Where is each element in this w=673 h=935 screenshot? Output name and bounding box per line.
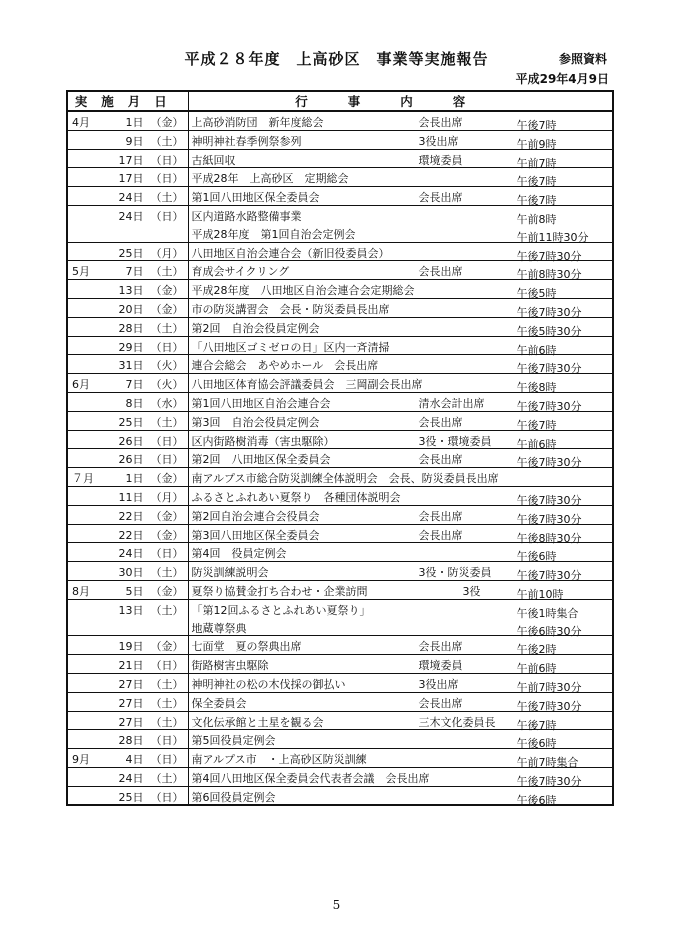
page-number: 5 [332, 898, 341, 912]
day: 21日 [118, 659, 144, 673]
weekday: （土） [150, 415, 184, 429]
event-name: 連合会総会 あやめホール 会長出席 [191, 359, 379, 373]
event-time: 午後7時30分 [516, 362, 582, 376]
weekday: （日） [150, 209, 184, 223]
event-name: 第1回八田地区自治会連合会 [191, 396, 331, 410]
page-title: 平成２８年度 上高砂区 事業等実施報告 [184, 50, 489, 68]
attendee-note: 3役出席 [418, 677, 459, 691]
weekday: （日） [150, 547, 184, 561]
date-cell [67, 449, 188, 468]
table-row [67, 468, 613, 487]
attendee-note: 環境委員 [418, 659, 463, 673]
day: 17日 [118, 172, 144, 186]
table-row [67, 168, 613, 187]
event-name: 第3回 自治会役員定例会 [191, 415, 320, 429]
weekday: （月） [150, 490, 184, 504]
event-cell [188, 749, 613, 768]
weekday: （日） [150, 172, 184, 186]
table-row [67, 111, 613, 130]
header-date: 実施月日 [67, 91, 188, 111]
date-cell [67, 749, 188, 768]
day: 1日 [125, 116, 144, 129]
date-cell [67, 111, 188, 130]
date-cell [67, 430, 188, 449]
day: 26日 [118, 453, 144, 467]
date-cell [67, 468, 188, 487]
weekday: （土） [150, 677, 184, 691]
event-name: 防災訓練説明会 [191, 566, 269, 580]
event-time: 午後7時30分 [516, 569, 582, 583]
event-cell [188, 111, 613, 130]
table-row [67, 449, 613, 468]
table-row [67, 505, 613, 524]
event-time: 午後8時 [516, 381, 557, 395]
date-cell [67, 618, 188, 636]
event-name: 神明神社の松の木伐採の御払い [191, 677, 346, 691]
date-cell [67, 767, 188, 786]
event-name: 保全委員会 [191, 696, 247, 710]
table-row [67, 786, 613, 805]
attendee-note: 清水会計出席 [418, 396, 485, 410]
day: 25日 [118, 246, 144, 260]
date-cell [67, 374, 188, 393]
event-name: 第5回役員定例会 [191, 734, 276, 748]
date-cell [67, 636, 188, 655]
table-row [67, 280, 613, 299]
table-row [67, 618, 613, 636]
day: 22日 [118, 528, 144, 542]
month: 4月 [72, 116, 90, 129]
day: 9日 [125, 134, 144, 148]
table-row [67, 130, 613, 149]
date-cell [67, 505, 188, 524]
table-row [67, 767, 613, 786]
day: 25日 [118, 790, 144, 804]
event-cell [188, 636, 613, 655]
date-cell [67, 673, 188, 692]
weekday: （金） [150, 284, 184, 298]
table-row [67, 317, 613, 336]
weekday: （火） [150, 359, 184, 373]
event-name: 第4回 役員定例会 [191, 547, 287, 561]
attendee-note: 会長出席 [418, 509, 463, 523]
event-time: 午後7時 [516, 418, 557, 432]
event-name: ふるさとふれあい夏祭り 各種団体説明会 [191, 490, 401, 504]
day: 20日 [118, 302, 144, 316]
event-time: 午前6時 [516, 662, 557, 676]
attendee-note: 会長出席 [418, 191, 463, 205]
day: 7日 [125, 265, 144, 279]
date-cell [67, 786, 188, 805]
date-cell [67, 298, 188, 317]
day: 7日 [125, 378, 144, 392]
event-time: 午後8時30分 [516, 531, 582, 545]
event-name: 区内道路水路整備事業 [191, 209, 302, 223]
day: 19日 [118, 640, 144, 654]
day: 17日 [118, 153, 144, 167]
weekday: （金） [150, 302, 184, 316]
table-row [67, 374, 613, 393]
event-time: 午後7時 [516, 119, 557, 132]
attendee-note: 3役出席 [418, 134, 459, 148]
weekday: （日） [150, 453, 184, 467]
table-row [67, 711, 613, 730]
weekday: （水） [150, 396, 184, 410]
weekday: （日） [150, 753, 184, 767]
event-name: 上高砂消防団 新年度総会 [191, 116, 324, 129]
event-time: 午前6時 [516, 437, 557, 451]
date-cell [67, 187, 188, 206]
table-row [67, 336, 613, 355]
table-header-row [67, 91, 613, 111]
weekday: （土） [150, 265, 184, 279]
date-cell [67, 599, 188, 617]
table-row [67, 411, 613, 430]
date-cell [67, 205, 188, 223]
table-row [67, 242, 613, 261]
event-name: 八田地区体育協会評議委員会 三岡副会長出席 [191, 378, 423, 392]
event-name: 第4回八田地区保全委員会代表者会議 会長出席 [191, 771, 430, 785]
date-cell [67, 692, 188, 711]
event-time: 午前10時 [516, 587, 564, 601]
weekday: （日） [150, 340, 184, 354]
date-cell [67, 355, 188, 374]
table-row [67, 486, 613, 505]
event-cell [188, 505, 613, 524]
event-cell [188, 692, 613, 711]
event-name: 古紙回収 [191, 153, 236, 167]
weekday: （日） [150, 153, 184, 167]
weekday: （土） [150, 134, 184, 148]
day: 11日 [118, 490, 144, 504]
event-cell [188, 336, 613, 355]
weekday: （日） [150, 734, 184, 748]
event-time: 午前7時30分 [516, 680, 582, 694]
table-row [67, 730, 613, 749]
weekday: （土） [150, 566, 184, 580]
table-row [67, 692, 613, 711]
weekday: （土） [150, 603, 184, 617]
table-row [67, 673, 613, 692]
day: 4日 [125, 753, 144, 767]
event-name: 地蔵尊祭典 [191, 621, 247, 635]
month: 9月 [72, 753, 90, 767]
event-cell [188, 242, 613, 261]
date-cell [67, 711, 188, 730]
event-time: 午後7時 [516, 175, 557, 189]
date-cell [67, 655, 188, 674]
table-row [67, 543, 613, 562]
weekday: （金） [150, 116, 184, 129]
table-row [67, 224, 613, 242]
event-time: 午前8時30分 [516, 268, 582, 282]
attendee-note: 会長出席 [418, 265, 463, 279]
event-time: 午後7時30分 [516, 249, 582, 263]
day: 24日 [118, 209, 144, 223]
table-row [67, 298, 613, 317]
day: 24日 [118, 191, 144, 205]
weekday: （日） [150, 659, 184, 673]
event-cell [188, 168, 613, 187]
table-row [67, 205, 613, 223]
date-cell [67, 730, 188, 749]
day: 30日 [118, 566, 144, 580]
event-time: 午後7時30分 [516, 512, 582, 526]
day: 31日 [118, 359, 144, 373]
event-name: 「第12回ふるさとふれあい夏祭り」 [191, 603, 371, 617]
event-cell [188, 562, 613, 581]
event-time: 午後1時集合 [516, 606, 579, 620]
date-cell [67, 336, 188, 355]
date-cell [67, 411, 188, 430]
date-cell [67, 224, 188, 242]
day: 25日 [118, 415, 144, 429]
event-name: 夏祭り協賛金打ち合わせ・企業訪問 [191, 584, 368, 598]
event-name: 八田地区自治会連合会（新旧役委員会） [191, 246, 390, 260]
event-name: 七面堂 夏の祭典出席 [191, 640, 302, 654]
event-time: 午後6時 [516, 550, 557, 564]
attendee-note: 会長出席 [418, 415, 463, 429]
event-name: 第2回 自治会役員定例会 [191, 321, 320, 335]
day: 24日 [118, 771, 144, 785]
reference-label: 参照資料 [558, 52, 607, 66]
date-cell [67, 562, 188, 581]
event-cell [188, 374, 613, 393]
weekday: （金） [150, 528, 184, 542]
month: 5月 [72, 265, 90, 279]
event-name: 平成28年度 第1回自治会定例会 [191, 227, 356, 241]
event-name: 第2回 八田地区保全委員会 [191, 453, 331, 467]
attendee-note: 会長出席 [418, 116, 463, 129]
weekday: （土） [150, 321, 184, 335]
event-name: 平成28年度 八田地区自治会連合会定期総会 [191, 284, 415, 298]
event-cell [188, 599, 613, 620]
event-cell [188, 224, 613, 242]
month: ７月 [72, 472, 94, 486]
report-date: 平成29年4月9日 [515, 72, 609, 86]
date-cell [67, 392, 188, 411]
event-cell [188, 205, 613, 226]
day: 28日 [118, 734, 144, 748]
date-cell [67, 242, 188, 261]
day: 24日 [118, 547, 144, 561]
date-cell [67, 524, 188, 543]
event-name: 市の防災講習会 会長・防災委員長出席 [191, 302, 390, 316]
event-time: 午後7時 [516, 718, 557, 732]
table-row [67, 562, 613, 581]
event-name: 区内街路樹消毒（害虫駆除） [191, 434, 335, 448]
weekday: （日） [150, 790, 184, 804]
event-time: 午後6時 [516, 737, 557, 751]
table-row [67, 261, 613, 280]
attendee-note: 会長出席 [418, 696, 463, 710]
event-time: 午後5時 [516, 287, 557, 301]
event-time: 午後7時 [516, 194, 557, 208]
event-cell [188, 261, 613, 280]
event-name: 街路樹害虫駆除 [191, 659, 269, 673]
table-row [67, 187, 613, 206]
table-row [67, 580, 613, 599]
table-row [67, 524, 613, 543]
event-name: 神明神社春季例祭参列 [191, 134, 302, 148]
month: 6月 [72, 378, 90, 392]
event-name: 平成28年 上高砂区 定期総会 [191, 172, 349, 186]
day: 29日 [118, 340, 144, 354]
event-time: 午後7時30分 [516, 774, 582, 788]
event-time: 午後6時30分 [516, 624, 582, 638]
event-time: 午後7時30分 [516, 493, 582, 507]
event-name: 育成会サイクリング [191, 265, 290, 279]
attendee-note: 会長出席 [418, 453, 463, 467]
weekday: （土） [150, 715, 184, 729]
event-time: 午前8時 [516, 212, 557, 226]
day: 27日 [118, 677, 144, 691]
event-cell [188, 673, 613, 692]
day: 13日 [118, 603, 144, 617]
month: 8月 [72, 584, 90, 598]
attendee-note: 環境委員 [418, 153, 463, 167]
event-name: 第1回八田地区保全委員会 [191, 191, 320, 205]
table-row [67, 749, 613, 768]
event-cell [188, 618, 613, 636]
event-time: 午後5時30分 [516, 324, 582, 338]
day: 27日 [118, 715, 144, 729]
weekday: （金） [150, 472, 184, 486]
event-cell [188, 543, 613, 562]
date-cell [67, 580, 188, 599]
day: 28日 [118, 321, 144, 335]
attendee-note: 三木文化委員長 [418, 715, 496, 729]
date-cell [67, 149, 188, 168]
date-cell [67, 486, 188, 505]
weekday: （月） [150, 246, 184, 260]
header-event: 行事内容 [188, 91, 613, 111]
event-cell [188, 449, 613, 468]
event-cell [188, 524, 613, 543]
table-row [67, 149, 613, 168]
event-cell [188, 767, 613, 786]
table-row [67, 355, 613, 374]
event-cell [188, 130, 613, 149]
table-row [67, 655, 613, 674]
event-time: 午前7時 [516, 156, 557, 170]
schedule-table [66, 90, 614, 806]
event-name: 「八田地区ゴミゼロの日」区内一斉清掃 [191, 340, 390, 354]
date-cell [67, 130, 188, 149]
attendee-note: 3役・環境委員 [418, 434, 492, 448]
event-time: 午後2時 [516, 643, 557, 657]
event-time: 午後6時 [516, 793, 557, 807]
event-cell [188, 468, 613, 487]
event-cell [188, 786, 613, 805]
date-cell [67, 280, 188, 299]
event-time: 午後7時30分 [516, 456, 582, 470]
event-cell [188, 317, 613, 336]
day: 13日 [118, 284, 144, 298]
event-name: 第6回役員定例会 [191, 790, 276, 804]
date-cell [67, 317, 188, 336]
event-cell [188, 430, 613, 449]
table-row [67, 430, 613, 449]
event-cell [188, 580, 613, 599]
event-cell [188, 411, 613, 430]
event-name: 第2回自治会連合会役員会 [191, 509, 320, 523]
event-time: 午前11時30分 [516, 230, 589, 244]
event-time: 午後7時30分 [516, 399, 582, 413]
date-cell [67, 543, 188, 562]
day: 5日 [125, 584, 144, 598]
event-cell [188, 392, 613, 411]
day: 22日 [118, 509, 144, 523]
weekday: （金） [150, 584, 184, 598]
day: 1日 [125, 472, 144, 486]
day: 26日 [118, 434, 144, 448]
table-row [67, 392, 613, 411]
event-cell [188, 149, 613, 168]
weekday: （土） [150, 696, 184, 710]
day: 8日 [125, 396, 144, 410]
table-row [67, 599, 613, 617]
date-cell [67, 261, 188, 280]
weekday: （日） [150, 434, 184, 448]
event-cell [188, 655, 613, 674]
weekday: （土） [150, 771, 184, 785]
event-time: 午前9時 [516, 137, 557, 151]
event-time: 午後7時30分 [516, 699, 582, 713]
date-cell [67, 168, 188, 187]
event-cell [188, 711, 613, 730]
event-cell [188, 486, 613, 505]
day: 27日 [118, 696, 144, 710]
event-name: 第3回八田地区保全委員会 [191, 528, 320, 542]
weekday: （火） [150, 378, 184, 392]
event-cell [188, 730, 613, 749]
event-time: 午後7時30分 [516, 305, 582, 319]
event-cell [188, 355, 613, 374]
event-name: 南アルプス市 ・上高砂区防災訓練 [191, 753, 367, 767]
weekday: （金） [150, 509, 184, 523]
attendee-note: 会長出席 [418, 528, 463, 542]
event-time: 午前7時集合 [516, 756, 579, 770]
table-row [67, 636, 613, 655]
attendee-note: 会長出席 [418, 640, 463, 654]
event-time: 午前6時 [516, 343, 557, 357]
weekday: （土） [150, 191, 184, 205]
event-cell [188, 187, 613, 206]
event-name: 文化伝承館と土星を観る会 [191, 715, 324, 729]
event-cell [188, 298, 613, 317]
event-cell [188, 280, 613, 299]
event-name: 南アルプス市総合防災訓練全体説明会 会長、防災委員長出席 [191, 472, 499, 486]
weekday: （金） [150, 640, 184, 654]
attendee-note: 3役 [418, 584, 481, 598]
attendee-note: 3役・防災委員 [418, 566, 492, 580]
